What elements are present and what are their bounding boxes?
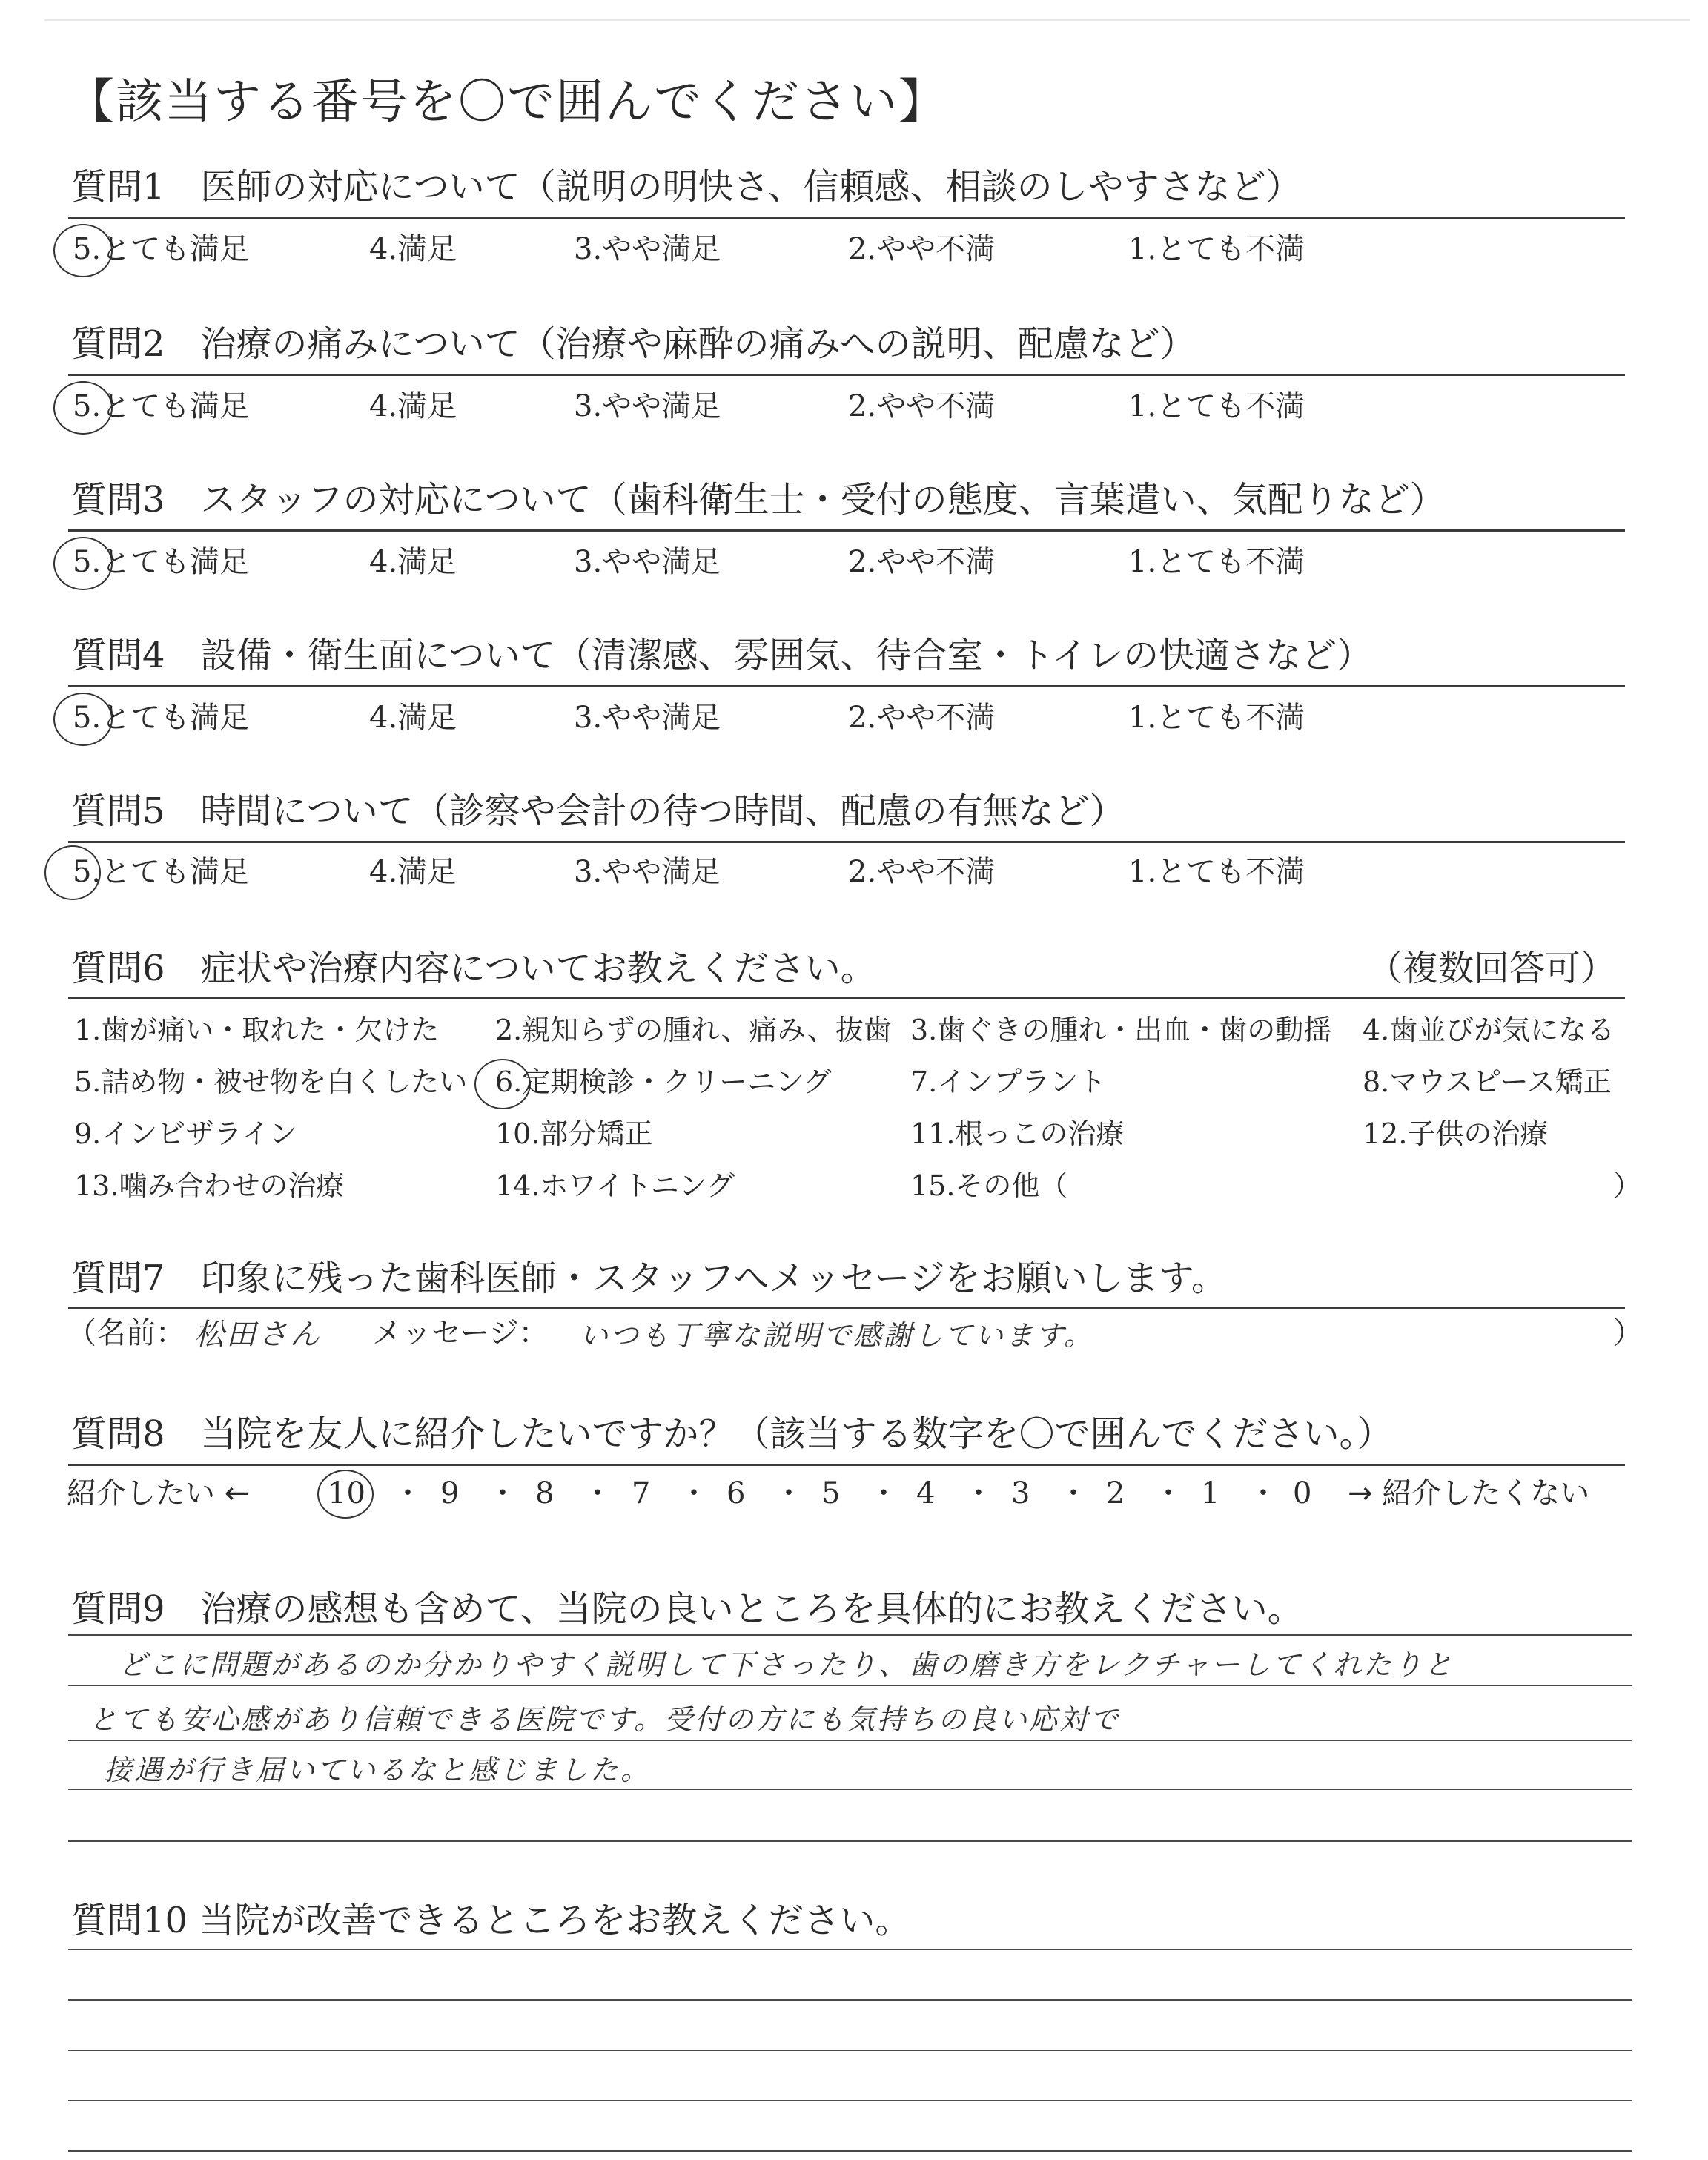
option-1[interactable]: 1.とても不満	[1128, 545, 1305, 579]
option-4[interactable]: 4.満足	[369, 701, 457, 735]
question-8-rule	[68, 1464, 1625, 1466]
option-2[interactable]: 2.やや不満	[848, 232, 996, 266]
score-7[interactable]: 7	[632, 1476, 651, 1510]
score-5[interactable]: 5	[821, 1476, 841, 1510]
question-1-rule	[68, 217, 1625, 219]
top-border	[44, 19, 1690, 21]
score-6[interactable]: 6	[726, 1476, 746, 1510]
score-dot: ・	[488, 1476, 517, 1510]
question-7-rule	[68, 1307, 1625, 1309]
score-dot: ・	[869, 1476, 898, 1510]
page-title: 【該当する番号を〇で囲んでください】	[67, 75, 947, 130]
option-3[interactable]: 3.やや満足	[574, 545, 721, 579]
message-label: メッセージ：	[372, 1316, 549, 1350]
recommend-left-label: 紹介したい ←	[67, 1476, 250, 1510]
writing-line	[68, 2100, 1632, 2101]
symptom-option-15[interactable]: 15.その他（	[910, 1169, 1068, 1202]
question-5-rule	[68, 841, 1625, 843]
option-5[interactable]: 5.とても満足	[73, 701, 250, 735]
writing-line	[68, 1789, 1632, 1790]
question-4-rule	[68, 685, 1625, 687]
writing-line	[68, 1740, 1632, 1741]
symptom-option-12[interactable]: 12.子供の治療	[1363, 1117, 1549, 1150]
score-4[interactable]: 4	[916, 1476, 936, 1510]
score-1[interactable]: 1	[1201, 1476, 1220, 1510]
symptom-option-9[interactable]: 9.インビザライン	[74, 1117, 298, 1150]
symptom-option-5[interactable]: 5.詰め物・被せ物を白くしたい	[74, 1066, 468, 1098]
question-1-title: 質問1 医師の対応について（説明の明快さ、信頼感、相談のしやすさなど）	[71, 166, 1302, 208]
option-4[interactable]: 4.満足	[369, 855, 457, 889]
symptom-option-10[interactable]: 10.部分矯正	[495, 1117, 653, 1150]
writing-line	[68, 1685, 1632, 1686]
option-5[interactable]: 5.とても満足	[73, 545, 250, 579]
multiple-answers-note: （複数回答可）	[1367, 948, 1617, 989]
message-value[interactable]: いつも丁寧な説明で感謝しています。	[580, 1319, 1094, 1352]
score-8[interactable]: 8	[535, 1476, 555, 1510]
question-9-rule	[68, 1634, 1632, 1636]
option-5[interactable]: 5.とても満足	[73, 389, 250, 423]
handwritten-line-3[interactable]: 接遇が行き届いているなと感じました。	[104, 1754, 652, 1786]
symptom-option-8[interactable]: 8.マウスピース矯正	[1363, 1066, 1612, 1098]
symptom-option-13[interactable]: 13.噛み合わせの治療	[74, 1169, 345, 1202]
other-close-paren: ）	[1613, 1169, 1642, 1202]
option-1[interactable]: 1.とても不満	[1128, 855, 1305, 889]
symptom-option-14[interactable]: 14.ホワイトニング	[495, 1169, 735, 1202]
symptom-option-2[interactable]: 2.親知らずの腫れ、痛み、抜歯	[495, 1014, 892, 1046]
option-4[interactable]: 4.満足	[369, 545, 457, 579]
question-4-title: 質問4 設備・衛生面について（清潔感、雰囲気、待合室・トイレの快適さなど）	[71, 635, 1373, 676]
option-2[interactable]: 2.やや不満	[848, 545, 996, 579]
question-2-rule	[68, 374, 1625, 376]
symptom-option-4[interactable]: 4.歯並びが気になる	[1363, 1014, 1615, 1046]
score-2[interactable]: 2	[1106, 1476, 1125, 1510]
score-dot: ・	[774, 1476, 804, 1510]
symptom-option-7[interactable]: 7.インプラント	[910, 1066, 1107, 1098]
question-6-rule	[68, 997, 1625, 999]
score-dot: ・	[1059, 1476, 1088, 1510]
writing-line	[68, 1949, 1632, 1950]
option-2[interactable]: 2.やや不満	[848, 389, 996, 423]
message-close-paren: ）	[1613, 1316, 1643, 1350]
symptom-option-3[interactable]: 3.歯ぐきの腫れ・出血・歯の動揺	[910, 1014, 1332, 1046]
score-dot: ・	[679, 1476, 709, 1510]
question-2-title: 質問2 治療の痛みについて（治療や麻酔の痛みへの説明、配慮など）	[71, 323, 1196, 365]
writing-line	[68, 2050, 1632, 2051]
score-3[interactable]: 3	[1011, 1476, 1030, 1510]
question-5-title: 質問5 時間について（診察や会計の待つ時間、配慮の有無など）	[71, 790, 1125, 832]
question-7-title: 質問7 印象に残った歯科医師・スタッフへメッセージをお願いします。	[71, 1258, 1227, 1299]
score-0[interactable]: 0	[1293, 1476, 1312, 1510]
question-10-title: 質問10 当院が改善できるところをお教えください。	[71, 1900, 911, 1941]
symptom-option-11[interactable]: 11.根っこの治療	[910, 1117, 1125, 1150]
option-1[interactable]: 1.とても不満	[1128, 389, 1305, 423]
score-dot: ・	[964, 1476, 993, 1510]
option-1[interactable]: 1.とても不満	[1128, 232, 1305, 266]
option-2[interactable]: 2.やや不満	[848, 855, 996, 889]
recommend-right-label: → 紹介したくない	[1348, 1476, 1590, 1510]
score-dot: ・	[1248, 1476, 1278, 1510]
question-3-rule	[68, 529, 1625, 532]
writing-line	[68, 1840, 1632, 1842]
score-dot: ・	[1153, 1476, 1183, 1510]
option-3[interactable]: 3.やや満足	[574, 855, 721, 889]
option-5[interactable]: 5.とても満足	[73, 855, 250, 889]
handwritten-line-2[interactable]: とても安心感があり信頼できる医院です。受付の方にも気持ちの良い応対で	[89, 1703, 1120, 1736]
question-9-title: 質問9 治療の感想も含めて、当院の良いところを具体的にお教えください。	[71, 1588, 1303, 1630]
question-8-title: 質問8 当院を友人に紹介したいですか？（該当する数字を〇で囲んでください。）	[71, 1413, 1393, 1455]
score-10[interactable]: 10	[328, 1476, 365, 1510]
writing-line	[68, 2150, 1632, 2152]
option-3[interactable]: 3.やや満足	[574, 232, 721, 266]
option-1[interactable]: 1.とても不満	[1128, 701, 1305, 735]
handwritten-line-1[interactable]: どこに問題があるのか分かりやすく説明して下さったり、歯の磨き方をレクチャーしてくれたりと	[119, 1648, 1455, 1681]
option-4[interactable]: 4.満足	[369, 389, 457, 423]
score-dot: ・	[583, 1476, 612, 1510]
option-5[interactable]: 5.とても満足	[73, 232, 250, 266]
score-9[interactable]: 9	[440, 1476, 460, 1510]
name-value[interactable]: 松田さん	[194, 1318, 322, 1352]
symptom-option-1[interactable]: 1.歯が痛い・取れた・欠けた	[74, 1014, 440, 1046]
score-dot: ・	[393, 1476, 423, 1510]
option-2[interactable]: 2.やや不満	[848, 701, 996, 735]
option-3[interactable]: 3.やや満足	[574, 701, 721, 735]
name-label: （名前：	[67, 1316, 185, 1350]
option-3[interactable]: 3.やや満足	[574, 389, 721, 423]
question-3-title: 質問3 スタッフの対応について（歯科衛生士・受付の態度、言葉遣い、気配りなど）	[71, 479, 1446, 521]
option-4[interactable]: 4.満足	[369, 232, 457, 266]
question-6-title: 質問6 症状や治療内容についてお教えください。	[71, 948, 876, 989]
symptom-option-6[interactable]: 6.定期検診・クリーニング	[495, 1066, 832, 1098]
writing-line	[68, 1999, 1632, 2001]
